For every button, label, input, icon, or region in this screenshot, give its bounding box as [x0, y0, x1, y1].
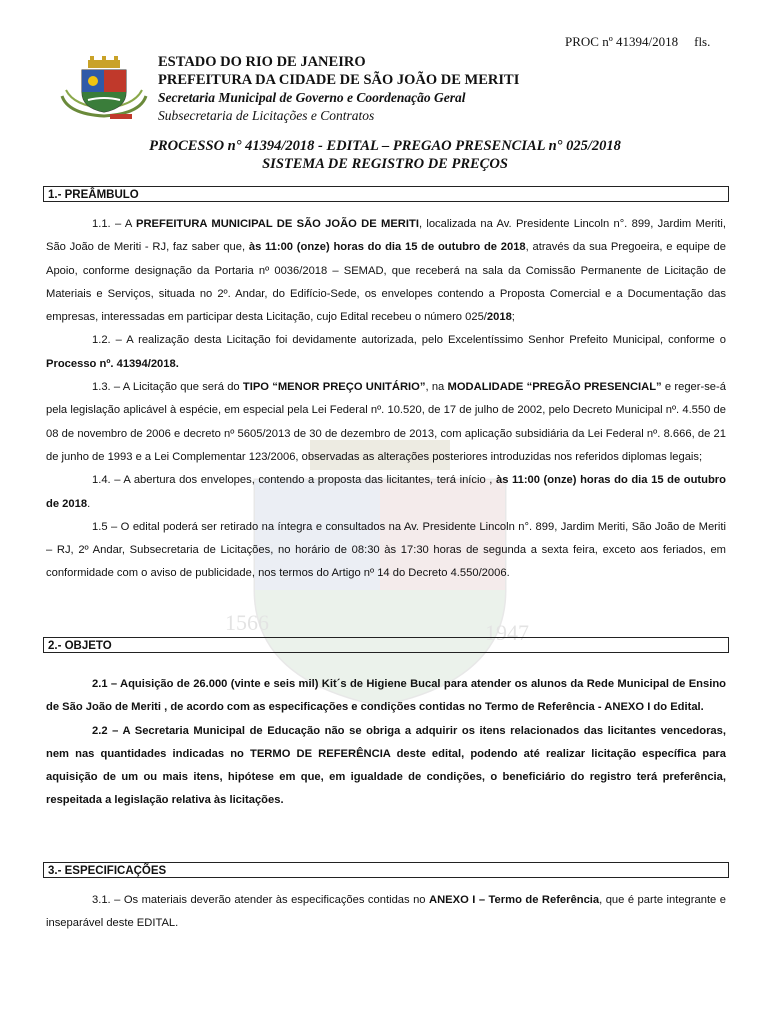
city-hall-name: PREFEITURA DA CIDADE DE SÃO JOÃO DE MERITI	[158, 72, 520, 88]
section-especificacoes-body	[46, 889, 726, 936]
document-header	[158, 53, 519, 125]
process-subtitle: SISTEMA DE REGISTRO DE PREÇOS	[262, 156, 508, 172]
paragraph-1-1: 1.1. – A PREFEITURA MUNICIPAL DE SÃO JOÃO DE MERITI, localizada na Av. Presidente Lincoln n°. 899, Jardim Meriti, São João de Meriti - RJ, faz saber que, às 11:00 (onze) horas do dia 15 de outubro de 2018, através da sua Pregoeira, e equipe de Apoio, conforme designação da Portaria nº 0036/2018 – SEMAD, que receberá na sala da Comissão Permanente de Licitação de Materiais e Serviços, situada no 2º. Andar, do Edifício-Sede, os envelopes contendo a Proposta Comercial e a Documentação das empresas, interessadas em participar desta Licitação, cujo Edital recebeu o número 025/2018;	[46, 218, 726, 324]
section-heading-preambulo: 1.- PREÂMBULO	[43, 186, 729, 202]
watermark-year-right: 1947	[485, 620, 529, 645]
paragraph-3-1: 3.1. – Os materiais deverão atender às especificações contidas no ANEXO I – Termo de Referência, que é parte integrante e inseparável deste EDITAL.	[46, 894, 726, 930]
subsecretariat-name: Subsecretaria de Licitações e Contratos	[158, 108, 375, 123]
watermark-year-left: 1566	[225, 610, 269, 635]
process-number-top	[565, 34, 710, 50]
process-title: PROCESSO n° 41394/2018 - EDITAL – PREGAO PRESENCIAL n° 025/2018	[149, 138, 621, 154]
paragraph-2-2: 2.2 – A Secretaria Municipal de Educação não se obriga a adquirir os itens relacionados das licitantes vencedoras, nem nas quantidades indicadas no TERMO DE REFERÊNCIA deste edital, podendo até realizar licitação específica para aquisição de um ou mais itens, hipótese em que, em igualdade de condições, o beneficiário do registro terá preferência, respeitada a legislação relativa às licitações.	[46, 724, 726, 807]
section-heading-objeto: 2.- OBJETO	[43, 637, 729, 653]
paragraph-1-4: 1.4. – A abertura dos envelopes, contendo a proposta das licitantes, terá início , às 11:00 (onze) horas do dia 15 de outubro de 2018.	[46, 474, 726, 510]
fls-label: fls.	[694, 34, 711, 49]
paragraph-2-1: 2.1 – Aquisição de 26.000 (vinte e seis mil) Kit´s de Higiene Bucal para atender os alunos da Rede Municipal de Ensino de São João de Meriti , de acordo com as especificações e condições contidas no Termo de Referência - ANEXO I do Edital.	[46, 678, 726, 714]
paragraph-1-5: 1.5 – O edital poderá ser retirado na íntegra e consultados na Av. Presidente Lincoln n°. 899, Jardim Meriti, São João de Meriti – RJ, 2º Andar, Subsecretaria de Licitações, no horário de 08:30 às 17:30 horas de segunda a sexta feira, exceto aos feriados, em conformidade com o aviso de publicidade, nos termos do Artigo nº 14 do Decreto 4.550/2006.	[46, 520, 726, 580]
section-objeto-body	[46, 673, 726, 813]
secretariat-name: Secretaria Municipal de Governo e Coordenação Geral	[158, 90, 466, 105]
section-preambulo-body	[46, 213, 726, 586]
proc-number: PROC nº 41394/2018	[565, 34, 679, 49]
section-heading-especificacoes: 3.- ESPECIFICAÇÕES	[43, 862, 729, 878]
state-name: ESTADO DO RIO DE JANEIRO	[158, 54, 366, 70]
paragraph-1-2: 1.2. – A realização desta Licitação foi devidamente autorizada, pelo Excelentíssimo Senhor Prefeito Municipal, conforme o Processo nº. 41394/2018.	[46, 334, 726, 370]
city-crest-icon	[58, 56, 150, 120]
paragraph-1-3: 1.3. – A Licitação que será do TIPO “MENOR PREÇO UNITÁRIO”, na MODALIDADE “PREGÃO PRESENCIAL” e reger-se-á pela legislação aplicável à espécie, em especial pela Lei Federal nº. 10.520, de 17 de julho de 2002, pelo Decreto Municipal nº. 4.550 de 08 de novembro de 2006 e decreto nº 5605/2013 de 30 de dezembro de 2013, com aplicação subsidiária da Lei Federal nº. 8.666, de 21 de junho de 1993 e a Lei Complementar 123/2006, observadas as alterações posteriores introduzidas nos referidos diplomas legais;	[46, 381, 726, 463]
